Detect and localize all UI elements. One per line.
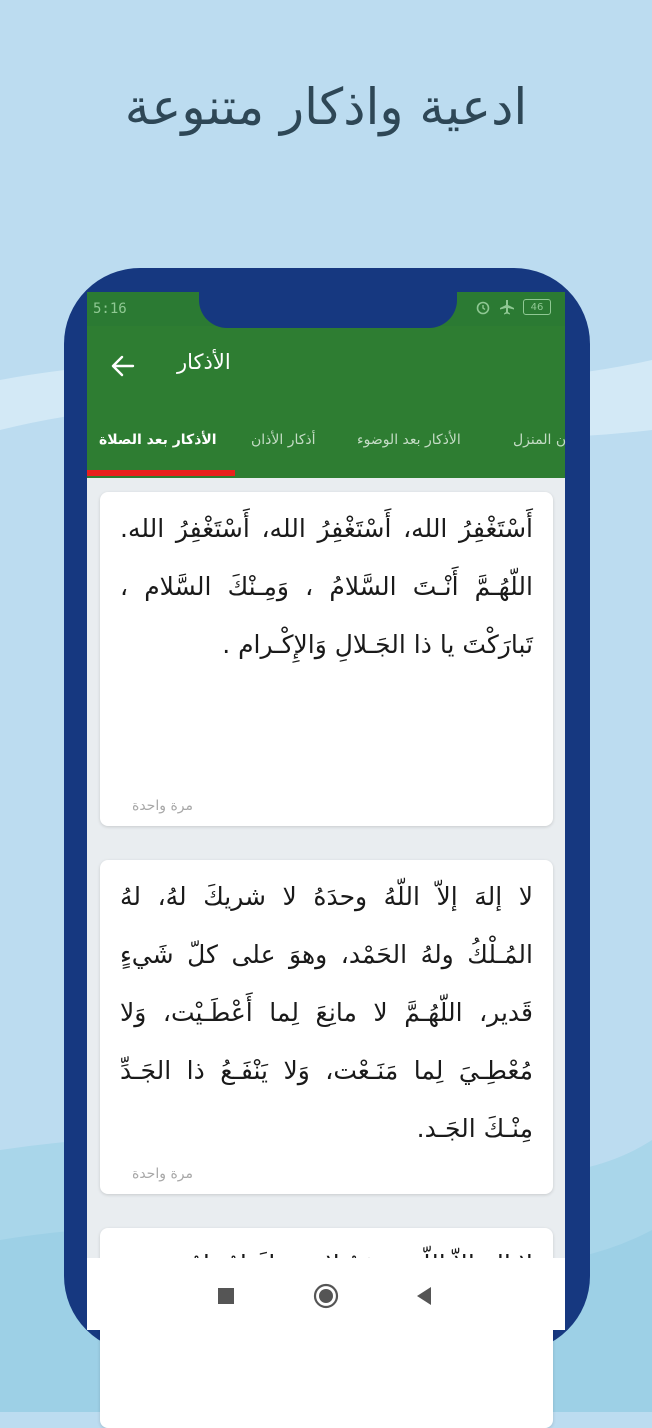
camera-notch: [199, 290, 457, 328]
system-nav-bar: [87, 1258, 565, 1330]
adhkar-list[interactable]: [87, 478, 565, 1258]
tab-bar: [87, 406, 565, 478]
back-button[interactable]: [105, 348, 141, 384]
status-icons: [475, 299, 551, 315]
nav-recents-button[interactable]: [210, 1280, 242, 1312]
triangle-left-icon: [415, 1286, 433, 1306]
tab-after-wudu[interactable]: الأذكار بعد الوضوء: [357, 432, 461, 448]
nav-back-button[interactable]: [408, 1280, 440, 1312]
status-time: 5:16: [93, 301, 127, 317]
dhikr-text: لا إلهَ إلاّ اللّهُ وحدَهُ لا شريكَ لهُ، لهُ المُـلْكُ ولهُ الحَمْد، وهوَ على كلّ شَيءٍ قَدير، اللّهُـمَّ لا مانِعَ لِما أَعْطَـيْت، وَلا مُعْطِـيَ لِما مَنَـعْت، وَلا يَنْفَـعُ ذا الجَـدِّ مِنْـكَ الجَـد.: [120, 882, 533, 1143]
dhikr-card: [100, 492, 553, 826]
tab-after-prayer[interactable]: الأذكار بعد الصلاة: [99, 432, 217, 448]
airplane-mode-icon: [499, 299, 515, 315]
app-bar-title: الأذكار: [177, 350, 231, 374]
dhikr-repeat-count: مرة واحدة: [132, 1166, 193, 1182]
alarm-icon: [475, 299, 491, 315]
square-icon: [217, 1287, 235, 1305]
dhikr-card: [100, 860, 553, 1194]
arrow-left-icon: [110, 353, 136, 379]
dhikr-repeat-count: مرة واحدة: [132, 798, 193, 814]
nav-home-button[interactable]: [310, 1280, 342, 1312]
tab-adhan[interactable]: أذكار الأذان: [251, 432, 316, 448]
promo-title: ادعية واذكار متنوعة: [124, 78, 528, 136]
dhikr-text: أَسْتَغْفِرُ الله، أَسْتَغْفِرُ الله، أَسْتَغْفِرُ الله. اللّهُـمَّ أَنْـتَ السَّلامُ ، وَمِـنْكَ السَّلام ، تَبارَكْتَ يا ذا الجَـلالِ وَالإِكْـرام .: [120, 514, 533, 659]
app-bar: [87, 326, 565, 406]
battery-icon: 46: [523, 299, 551, 315]
phone-screen: [87, 292, 565, 1330]
tab-home[interactable]: ن المنزل: [513, 432, 567, 448]
tab-indicator: [87, 470, 235, 476]
circle-icon: [313, 1283, 339, 1309]
